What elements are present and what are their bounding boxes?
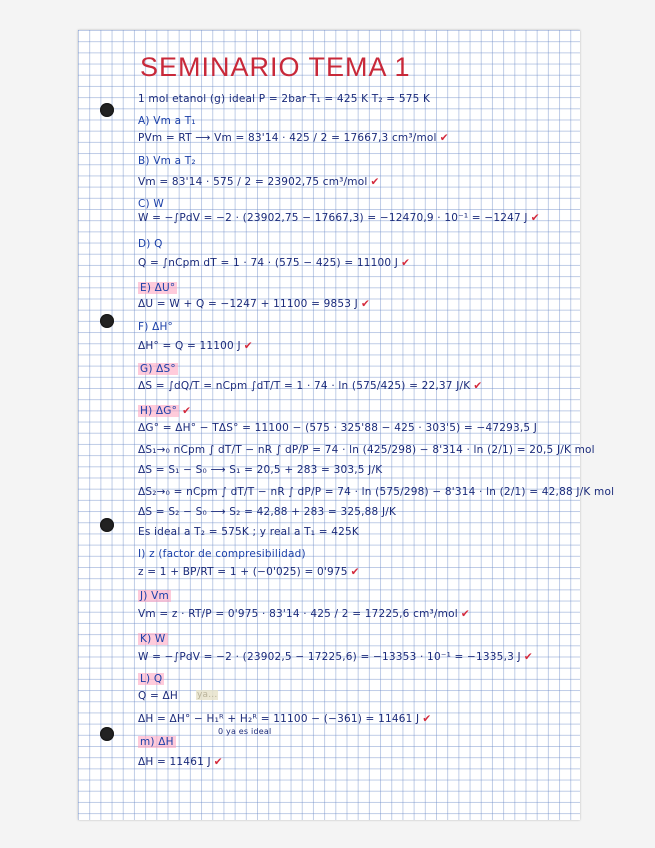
line-text: ΔS₂→₀ = nCpm ∫ dT/T − nR ∫ dP/P = 74 · ln (575/298) − 8'314 · ln (2/1) = 42,88 J/K mol xyxy=(138,486,615,498)
line-text: A) Vm a T₁ xyxy=(138,115,196,127)
line-text: Q = ∫nCpm dT = 1 · 74 · (575 − 425) = 11100 J xyxy=(138,257,399,269)
note-line xyxy=(138,506,396,518)
line-text: Q = ΔH xyxy=(138,690,179,702)
line-text: L) Q xyxy=(140,673,163,685)
line-text: K) W xyxy=(140,633,166,645)
checkmark-icon: ✔ xyxy=(460,608,470,620)
note-line xyxy=(138,212,540,224)
line-text: 1 mol etanol (g) ideal P = 2bar T₁ = 425 K T₂ = 575 K xyxy=(138,93,431,105)
line-text: ΔS = ∫dQ/T = nCpm ∫dT/T = 1 · 74 · ln (575/425) = 22,37 J/K xyxy=(138,380,471,392)
note-line xyxy=(138,526,359,538)
checkmark-icon: ✔ xyxy=(360,298,370,310)
margin-note: 0 ya es ideal xyxy=(218,727,272,736)
line-text: F) ΔH° xyxy=(138,321,174,333)
note-line xyxy=(138,486,614,498)
binder-hole xyxy=(100,103,114,117)
line-text: Vm = 83'14 · 575 / 2 = 23902,75 cm³/mol xyxy=(138,176,368,188)
line-text: H) ΔG° xyxy=(140,405,178,417)
section-heading xyxy=(138,405,191,417)
binder-hole xyxy=(100,727,114,741)
line-text: z = 1 + BP/RT = 1 + (−0'025) = 0'975 xyxy=(138,566,348,578)
line-text: D) Q xyxy=(138,238,163,250)
section-heading xyxy=(138,633,168,645)
binder-hole xyxy=(100,314,114,328)
line-text: m) ΔH xyxy=(140,736,174,748)
note-line xyxy=(138,713,431,725)
note-line xyxy=(138,298,370,310)
note-line xyxy=(138,756,223,768)
line-text: C) W xyxy=(138,198,164,210)
checkmark-icon: ✔ xyxy=(401,257,411,269)
section-heading xyxy=(138,155,196,167)
note-line xyxy=(138,690,178,702)
note-line xyxy=(138,380,482,392)
line-text: Es ideal a T₂ = 575K ; y real a T₁ = 425K xyxy=(138,526,359,538)
line-text: ΔU = W + Q = −1247 + 11100 = 9853 J xyxy=(138,298,358,310)
checkmark-icon: ✔ xyxy=(182,405,192,417)
note-line xyxy=(138,566,360,578)
binder-hole xyxy=(100,518,114,532)
note-line xyxy=(138,257,410,269)
line-text: PVm = RT ⟶ Vm = 83'14 · 425 / 2 = 17667,3 cm³/mol xyxy=(138,132,437,144)
note-line xyxy=(138,176,379,188)
note-line xyxy=(138,93,430,105)
note-line xyxy=(138,444,595,456)
section-heading xyxy=(138,736,176,748)
checkmark-icon: ✔ xyxy=(473,380,483,392)
section-heading xyxy=(138,115,196,127)
line-text: ΔH° = Q = 11100 J xyxy=(138,340,241,352)
line-text: E) ΔU° xyxy=(140,282,176,294)
faded-note: ya... xyxy=(197,690,218,700)
line-text: W = −∫PdV = −2 · (23902,75 − 17667,3) = −12470,9 · 10⁻¹ = −1247 J xyxy=(138,212,528,224)
line-text: ΔS = S₁ − S₀ ⟶ S₁ = 20,5 + 283 = 303,5 J/K xyxy=(138,464,383,476)
line-text: B) Vm a T₂ xyxy=(138,155,196,167)
note-line xyxy=(138,132,449,144)
section-heading xyxy=(138,198,164,210)
line-text: ΔH = ΔH° − H₁ᴿ + H₂ᴿ = 11100 − (−361) = 11461 J xyxy=(138,713,420,725)
section-heading xyxy=(138,590,171,602)
note-line xyxy=(138,340,253,352)
line-text: ΔS = S₂ − S₀ ⟶ S₂ = 42,88 + 283 = 325,88 J/K xyxy=(138,506,397,518)
line-text: ΔH = 11461 J xyxy=(138,756,211,768)
section-heading xyxy=(138,548,306,560)
line-text: ΔS₁→₀ nCpm ∫ dT/T − nR ∫ dP/P = 74 · ln (425/298) − 8'314 · ln (2/1) = 20,5 J/K mol xyxy=(138,444,595,456)
section-heading xyxy=(138,321,173,333)
checkmark-icon: ✔ xyxy=(370,176,380,188)
checkmark-icon: ✔ xyxy=(422,713,432,725)
line-text: ΔG° = ΔH° − TΔS° = 11100 − (575 · 325'88 − 425 · 303'5) = −47293,5 J xyxy=(138,422,538,434)
line-text: G) ΔS° xyxy=(140,363,176,375)
checkmark-icon: ✔ xyxy=(439,132,449,144)
note-line xyxy=(138,608,470,620)
checkmark-icon: ✔ xyxy=(350,566,360,578)
line-text: W = −∫PdV = −2 · (23902,5 − 17225,6) = −13353 · 10⁻¹ = −1335,3 J xyxy=(138,651,521,663)
checkmark-icon: ✔ xyxy=(530,212,540,224)
note-line xyxy=(138,651,533,663)
section-heading xyxy=(138,673,164,685)
note-line xyxy=(138,464,382,476)
line-text: I) z (factor de compresibilidad) xyxy=(138,548,306,560)
checkmark-icon: ✔ xyxy=(523,651,533,663)
page-title: SEMINARIO TEMA 1 xyxy=(140,52,411,82)
checkmark-icon: ✔ xyxy=(243,340,253,352)
section-heading xyxy=(138,238,163,250)
note-line xyxy=(138,422,537,434)
line-text: Vm = z · RT/P = 0'975 · 83'14 · 425 / 2 = 17225,6 cm³/mol xyxy=(138,608,458,620)
section-heading xyxy=(138,363,178,375)
checkmark-icon: ✔ xyxy=(213,756,223,768)
line-text: J) Vm xyxy=(140,590,169,602)
section-heading xyxy=(138,282,177,294)
